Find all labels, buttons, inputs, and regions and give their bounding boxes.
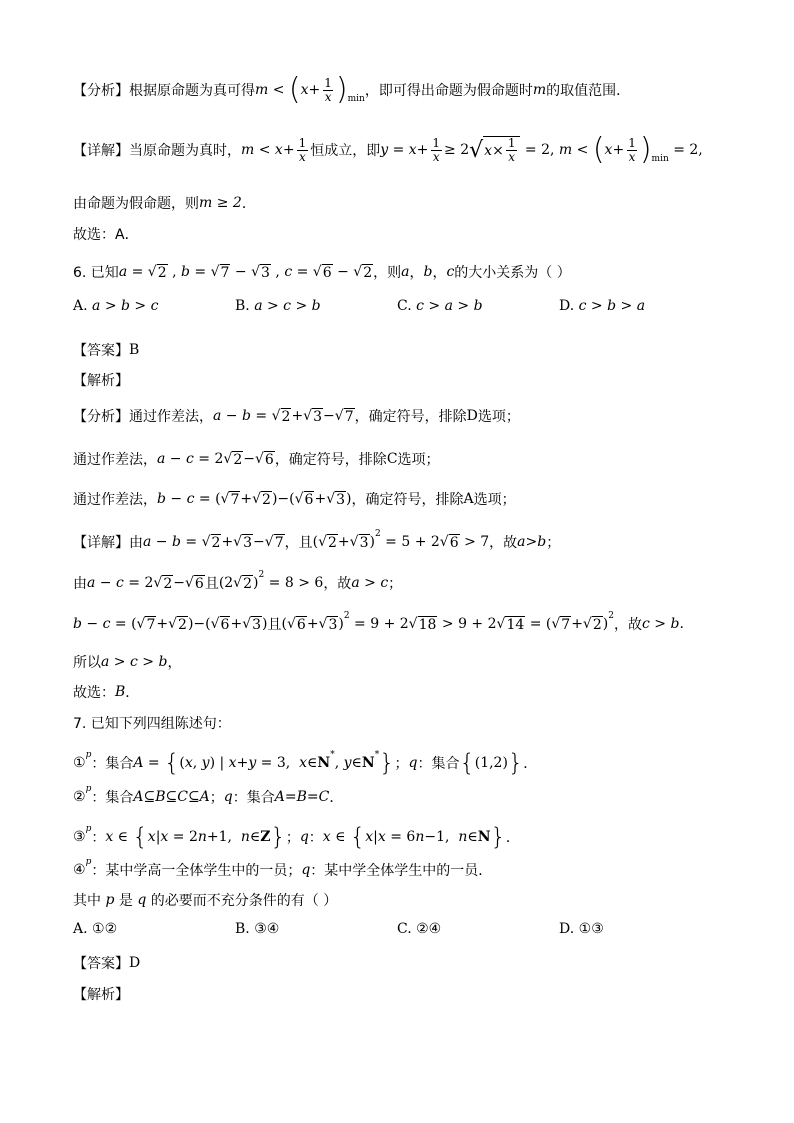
answer-6: 【答案】 B bbox=[73, 342, 140, 359]
question-7-stem: 其中 p 是 q 的必要而不充分条件的有（ ） bbox=[73, 892, 338, 909]
analysis-tag: 【分析】 bbox=[73, 83, 129, 99]
answer-7: 【答案】 D bbox=[73, 955, 141, 972]
detail-line-6-3: b − c = (√ 7 +√ 2 )−(√ 6 +√ 3 ) 且 (√ 6 +√ 3 ) 2 = 9 + 2√ 18 > 9 + 2√ 14 = (√ 7 +√ 2 ) 2 ，故 c > b . bbox=[73, 611, 684, 633]
answer-choice-6: 故选： B ． bbox=[73, 684, 140, 701]
analysis-line-6-3: 通过作差法， b − c = (√ 7 +√ 2 )−(√ 6 +√ 3 ) ，确定符号，排除 A 选项； bbox=[73, 491, 516, 508]
option-7a[interactable]: A. ①② bbox=[73, 921, 118, 937]
option-6d[interactable]: D. c > b > a bbox=[559, 298, 646, 314]
question-6: 6. 已知 a = √ 2 , b = √ 7 − √ 3 , c = √ 6 − √ 2 ，则 a ， b ， c 的大小关系为（ ） bbox=[73, 264, 571, 281]
statement-2: ② p ：集合 A ⊆ B ⊆ C ⊆ A ； q ：集合 A = B = C ． bbox=[73, 784, 344, 806]
detail-line-conclusion: 由命题为假命题，则 m ≥ 2 ． bbox=[73, 195, 256, 212]
statement-1: ① p ：集合 A = { ( x , y ) | x + y = 3, x ∈N * , y ∈N * } ； q ：集合 { (1,2) } ． bbox=[73, 749, 538, 777]
analysis-line-q5: 【分析】 根据原命题为真可得 m < ( x + $\frac{1}{x}$ ) min ，即可得出命题为假命题时 m 的取值范围． bbox=[73, 72, 631, 107]
option-7b[interactable]: B. ③④ bbox=[235, 921, 280, 937]
option-6a[interactable]: A. a > b > c bbox=[73, 298, 159, 314]
solution-heading-7: 【解析】 bbox=[73, 987, 129, 1003]
detail-line-6-1: 【详解】 由 a − b = √ 2 +√ 3 −√ 7 ，且 (√ 2 +√ 3 ) 2 = 5 + 2√ 6 > 7 ，故 a > b ； bbox=[73, 529, 561, 551]
answer-choice-q5: 故选：A． bbox=[73, 227, 139, 243]
option-7c[interactable]: C. ②④ bbox=[397, 921, 442, 937]
statement-4: ④ p ：某中学高一全体学生中的一员； q ：某中学全体学生中的一员． bbox=[73, 857, 493, 879]
detail-line-6-2: 由 a − c = 2√ 2 −√ 6 且 (2√ 2 ) 2 = 8 > 6 ，故 a > c ； bbox=[73, 570, 403, 592]
question-7: 7. 已知下列四组陈述句： bbox=[73, 716, 231, 732]
option-6b[interactable]: B. a > c > b bbox=[235, 298, 321, 314]
option-7d[interactable]: D. ①③ bbox=[559, 921, 604, 937]
analysis-line-6-1: 【分析】 通过作差法， a − b = √ 2 +√ 3 −√ 7 ，确定符号，排除 D 选项； bbox=[73, 408, 520, 425]
solution-heading-6: 【解析】 bbox=[73, 373, 129, 389]
detail-line-6-4: 所以 a > c > b ， bbox=[73, 654, 182, 671]
option-6c[interactable]: C. c > a > b bbox=[397, 298, 483, 314]
statement-3: ③ p ： x ∈ { x | x = 2 n +1, n ∈Z } ； q ： x ∈ { x | x = 6 n −1, n ∈N } ． bbox=[73, 823, 520, 851]
detail-line-q5: 【详解】 当原命题为真时， m < x + $\frac{1}{x}$ 恒成立，即 y = x + $\frac{1}{x}$ ≥ 2 √ x × $\frac{1}{x}$ = 2, m < ( x + $\frac{1}{x}$ ) min = 2, bbox=[73, 132, 703, 167]
analysis-line-6-2: 通过作差法， a − c = 2√ 2 −√ 6 ，确定符号，排除 C 选项； bbox=[73, 451, 440, 468]
